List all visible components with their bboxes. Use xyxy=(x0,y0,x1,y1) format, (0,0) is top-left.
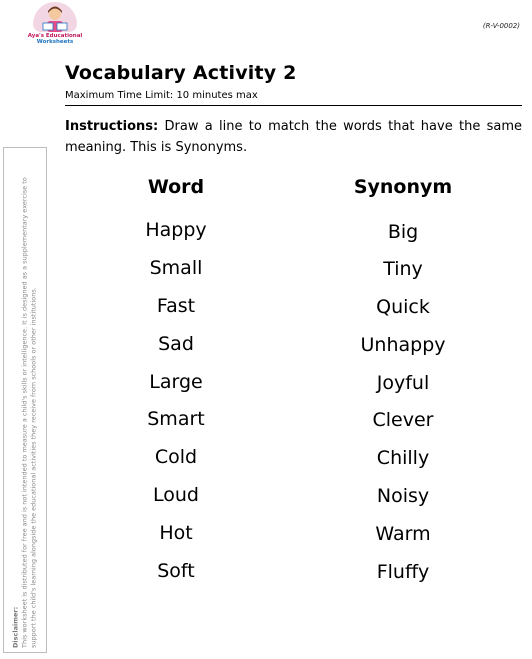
synonym-item[interactable]: Fluffy xyxy=(376,561,430,583)
brand-name-line1: Aya's Educational xyxy=(27,33,83,39)
brand-logo xyxy=(26,2,84,48)
word-item[interactable]: Small xyxy=(149,257,203,279)
synonym-item[interactable]: Joyful xyxy=(376,372,430,394)
word-item[interactable]: Sad xyxy=(158,333,194,355)
synonym-item[interactable]: Chilly xyxy=(376,447,430,469)
header-divider xyxy=(65,105,522,106)
synonym-item[interactable]: Tiny xyxy=(383,258,423,280)
instructions-label: Instructions: xyxy=(65,119,159,134)
girl-reading-icon xyxy=(33,2,77,32)
word-item[interactable]: Hot xyxy=(159,522,193,544)
word-item[interactable]: Cold xyxy=(154,446,198,468)
word-item[interactable]: Soft xyxy=(157,560,195,582)
word-item[interactable]: Smart xyxy=(147,408,205,430)
synonym-item[interactable]: Unhappy xyxy=(360,334,446,356)
time-limit: Maximum Time Limit: 10 minutes max xyxy=(65,90,258,101)
instructions-text: Draw a line to match the words that have the same meaning. This is Synonyms. xyxy=(65,119,522,155)
disclaimer xyxy=(12,152,39,648)
word-item[interactable]: Happy xyxy=(145,219,207,241)
word-column-heading: Word xyxy=(147,176,205,198)
synonym-item[interactable]: Warm xyxy=(375,523,431,545)
synonym-item[interactable]: Clever xyxy=(372,409,434,431)
disclaimer-box xyxy=(3,147,47,653)
disclaimer-label: Disclaimer: xyxy=(11,606,20,648)
page-title: Vocabulary Activity 2 xyxy=(65,62,297,84)
word-item[interactable]: Loud xyxy=(153,484,199,506)
synonym-item[interactable]: Big xyxy=(387,221,419,243)
brand-name-line2: Worksheets xyxy=(36,39,74,45)
synonym-column-heading: Synonym xyxy=(353,176,453,198)
instructions xyxy=(65,116,522,158)
word-item[interactable]: Fast xyxy=(156,295,196,317)
word-item[interactable]: Large xyxy=(149,371,203,393)
worksheet-code: (R-V-0002) xyxy=(482,22,520,30)
synonym-item[interactable]: Noisy xyxy=(376,485,430,507)
disclaimer-text: This worksheet is distributed for free and is not intended to measure a child's skills or intelligence. It is designed as a supplementary exercise to support the child's learning alongside the educational activities they receive from schools or other institutions. xyxy=(20,177,38,648)
logo-badge xyxy=(33,2,77,32)
synonym-item[interactable]: Quick xyxy=(376,296,430,318)
